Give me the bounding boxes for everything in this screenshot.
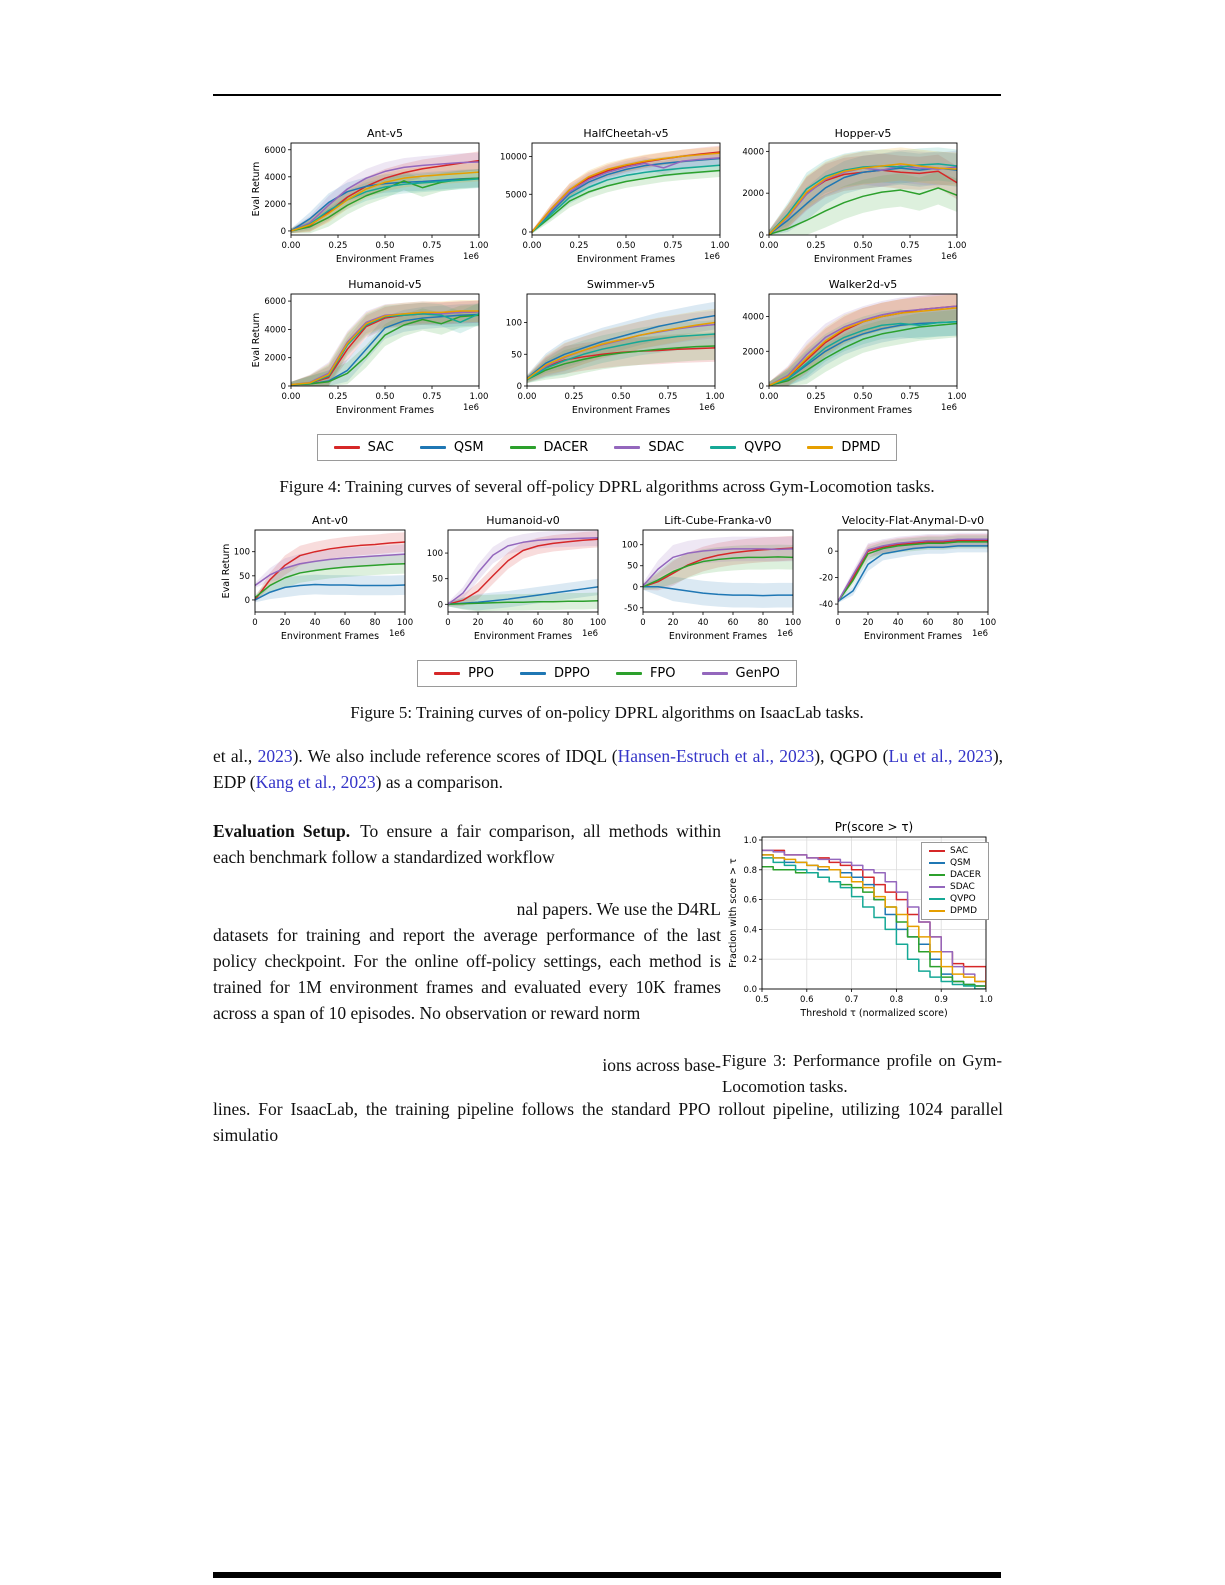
- figure-4: [213, 126, 1001, 497]
- svg-text:40: 40: [697, 618, 708, 628]
- eval-tail-fragment: ions across base-: [602, 1055, 721, 1075]
- legend-item-sac: [334, 440, 394, 455]
- svg-text:100: 100: [621, 540, 638, 551]
- legend-line-swatch: [614, 446, 640, 449]
- svg-text:0.4: 0.4: [743, 925, 757, 936]
- svg-text:0.8: 0.8: [743, 865, 757, 876]
- svg-text:20: 20: [667, 618, 678, 628]
- svg-text:100: 100: [233, 547, 250, 558]
- svg-text:0.75: 0.75: [658, 392, 678, 402]
- svg-text:20: 20: [472, 618, 483, 628]
- svg-text:4000: 4000: [264, 172, 286, 183]
- legend-label: SAC: [950, 846, 969, 856]
- svg-text:Environment Frames: Environment Frames: [473, 631, 572, 642]
- figure5-chart-lift-cube-franka-v0: [620, 513, 801, 652]
- legend-line-swatch: [929, 898, 945, 901]
- svg-text:Hopper-v5: Hopper-v5: [834, 127, 892, 140]
- legend-item-dppo: [520, 666, 590, 681]
- citation-link[interactable]: 2023: [257, 746, 293, 766]
- svg-text:6000: 6000: [264, 297, 286, 308]
- svg-text:0.6: 0.6: [800, 995, 814, 1005]
- svg-text:1e6: 1e6: [971, 629, 988, 639]
- top-rule: [213, 94, 1001, 96]
- legend-line-swatch: [929, 874, 945, 877]
- svg-text:0: 0: [632, 582, 638, 593]
- eval-setup-heading: Evaluation Setup.: [213, 821, 351, 841]
- figure5-caption: Figure 5: Training curves of on-policy DPRL algorithms on IsaacLab tasks.: [350, 703, 864, 722]
- svg-text:5000: 5000: [505, 190, 527, 201]
- svg-text:80: 80: [757, 618, 768, 628]
- svg-text:Environment Frames: Environment Frames: [571, 405, 671, 416]
- legend-line-swatch: [434, 672, 460, 675]
- svg-text:HalfCheetah-v5: HalfCheetah-v5: [583, 127, 669, 140]
- svg-text:20: 20: [279, 618, 290, 628]
- svg-text:0.00: 0.00: [281, 241, 301, 251]
- figure3-chart-wrap: [726, 820, 998, 1034]
- svg-text:0: 0: [834, 618, 841, 628]
- figure4-chart-hopper-v5: [742, 126, 965, 275]
- legend-label: DACER: [543, 440, 589, 455]
- svg-text:60: 60: [922, 618, 933, 628]
- text-run: ), QGPO (: [814, 746, 889, 766]
- legend-line-swatch: [510, 446, 536, 449]
- legend-item-qsm: [929, 858, 981, 868]
- svg-text:0.75: 0.75: [422, 392, 442, 402]
- svg-text:1.00: 1.00: [947, 392, 967, 402]
- svg-text:0.00: 0.00: [281, 392, 301, 402]
- figure4-chart-walker2d-v5: [742, 277, 965, 426]
- svg-text:1e6: 1e6: [776, 629, 793, 639]
- legend-label: QSM: [950, 858, 971, 868]
- legend-label: FPO: [649, 666, 676, 681]
- legend-item-fpo: [616, 666, 676, 681]
- svg-text:Pr(score > τ): Pr(score > τ): [834, 820, 914, 834]
- citation-link[interactable]: Kang et al., 2023: [255, 772, 376, 792]
- svg-text:0.8: 0.8: [889, 995, 904, 1005]
- svg-text:1e6: 1e6: [940, 403, 957, 413]
- legend-item-ppo: [434, 666, 494, 681]
- legend-label: DPPO: [554, 666, 590, 681]
- svg-text:1.00: 1.00: [710, 241, 730, 251]
- svg-text:0.50: 0.50: [853, 241, 873, 251]
- legend-line-swatch: [807, 446, 833, 449]
- legend-item-dpmd: [929, 906, 981, 916]
- svg-text:1e6: 1e6: [940, 252, 957, 262]
- svg-text:1.00: 1.00: [469, 392, 489, 402]
- svg-text:40: 40: [502, 618, 513, 628]
- svg-text:100: 100: [426, 549, 443, 560]
- legend-label: DPMD: [950, 906, 978, 916]
- svg-text:1e6: 1e6: [703, 252, 720, 262]
- legend-line-swatch: [710, 446, 736, 449]
- svg-text:1.00: 1.00: [705, 392, 725, 402]
- figure3-caption: Figure 3: Performance profile on Gym-Locomotion tasks.: [722, 1051, 1002, 1096]
- svg-text:Environment Frames: Environment Frames: [335, 254, 435, 265]
- svg-text:0.50: 0.50: [375, 241, 395, 251]
- legend-line-swatch: [520, 672, 546, 675]
- figure3-legend: [921, 842, 989, 920]
- svg-text:0: 0: [280, 382, 286, 392]
- figure4-chart-halfcheetah-v5: [501, 126, 728, 275]
- svg-text:0.00: 0.00: [522, 241, 542, 251]
- svg-text:1e6: 1e6: [388, 629, 405, 639]
- svg-text:80: 80: [369, 618, 380, 628]
- legend-label: DPMD: [841, 440, 881, 455]
- svg-text:-20: -20: [818, 573, 833, 584]
- svg-text:Walker2d-v5: Walker2d-v5: [828, 278, 898, 291]
- legend-label: SDAC: [648, 440, 685, 455]
- figure4-chart-grid: [213, 126, 1001, 426]
- svg-text:50: 50: [238, 571, 250, 582]
- svg-text:Environment Frames: Environment Frames: [668, 631, 767, 642]
- legend-label: QSM: [453, 440, 484, 455]
- figure5-chart-ant-v0: [219, 513, 413, 652]
- svg-text:0.7: 0.7: [844, 995, 859, 1005]
- svg-text:80: 80: [562, 618, 573, 628]
- bottom-rule: [213, 1572, 1001, 1578]
- eval-setup-text: To ensure a fair comparison, all methods within each benchmark follow a standardized workflow: [213, 821, 722, 867]
- svg-text:Fraction with score > τ: Fraction with score > τ: [728, 858, 739, 968]
- svg-text:1.00: 1.00: [469, 241, 489, 251]
- svg-text:0.6: 0.6: [743, 895, 757, 906]
- svg-text:0.25: 0.25: [806, 241, 826, 251]
- legend-item-dacer: [929, 870, 981, 880]
- svg-text:0: 0: [280, 226, 286, 237]
- svg-text:-50: -50: [623, 603, 638, 614]
- svg-text:0.00: 0.00: [759, 392, 779, 402]
- svg-text:Environment Frames: Environment Frames: [863, 631, 962, 642]
- svg-text:10000: 10000: [499, 152, 527, 163]
- legend-item-sdac: [929, 882, 981, 892]
- svg-text:0: 0: [827, 547, 833, 558]
- svg-text:Swimmer-v5: Swimmer-v5: [586, 278, 656, 291]
- svg-text:100: 100: [784, 618, 801, 628]
- legend-line-swatch: [929, 886, 945, 889]
- svg-text:6000: 6000: [264, 145, 286, 156]
- svg-text:1.00: 1.00: [947, 241, 967, 251]
- legend-item-qsm: [420, 440, 484, 455]
- svg-text:0.0: 0.0: [743, 985, 757, 995]
- legend-label: GenPO: [735, 666, 780, 681]
- figure5-chart-grid: [213, 513, 1001, 652]
- legend-item-sac: [929, 846, 981, 856]
- svg-text:100: 100: [979, 618, 996, 628]
- svg-text:0.00: 0.00: [759, 241, 779, 251]
- legend-item-dacer: [510, 440, 589, 455]
- legend-item-genpo: [702, 666, 780, 681]
- legend-label: SAC: [367, 440, 394, 455]
- paragraph-isaaclab: lines. For IsaacLab, the training pipeline follows the standard PPO rollout pipeline, utilizing 1024 parallel simulatio: [213, 1099, 1003, 1145]
- svg-text:40: 40: [892, 618, 903, 628]
- figure-3: [722, 820, 1002, 1100]
- svg-text:0: 0: [639, 618, 646, 628]
- svg-text:Environment Frames: Environment Frames: [813, 254, 913, 265]
- figure5-chart-humanoid-v0: [427, 513, 606, 652]
- figure4-legend: [317, 434, 898, 461]
- svg-text:2000: 2000: [742, 347, 764, 358]
- svg-text:0: 0: [444, 618, 451, 628]
- svg-text:2000: 2000: [264, 353, 286, 364]
- svg-text:1e6: 1e6: [462, 403, 479, 413]
- svg-text:50: 50: [511, 350, 522, 361]
- svg-text:50: 50: [626, 561, 638, 572]
- svg-text:Environment Frames: Environment Frames: [335, 405, 435, 416]
- legend-label: SDAC: [950, 882, 975, 892]
- citation-link[interactable]: Hansen-Estruch et al., 2023: [617, 746, 815, 766]
- legend-item-sdac: [614, 440, 684, 455]
- svg-text:0.00: 0.00: [517, 392, 537, 402]
- svg-text:1.0: 1.0: [979, 995, 993, 1005]
- text-run: ), EDP (: [213, 746, 1004, 792]
- legend-item-dpmd: [807, 440, 880, 455]
- svg-text:Humanoid-v0: Humanoid-v0: [485, 514, 560, 527]
- svg-text:0.25: 0.25: [806, 392, 826, 402]
- svg-text:0.5: 0.5: [755, 995, 769, 1005]
- legend-line-swatch: [334, 446, 360, 449]
- svg-text:0: 0: [758, 231, 764, 241]
- paragraph-eval-setup: [213, 818, 721, 1078]
- legend-line-swatch: [616, 672, 642, 675]
- svg-text:40: 40: [309, 618, 320, 628]
- figure4-chart-humanoid-v5: [249, 277, 487, 426]
- svg-text:Humanoid-v5: Humanoid-v5: [348, 278, 422, 291]
- svg-text:100: 100: [589, 618, 606, 628]
- svg-text:60: 60: [532, 618, 543, 628]
- svg-text:0.50: 0.50: [853, 392, 873, 402]
- svg-text:60: 60: [339, 618, 350, 628]
- svg-text:Environment Frames: Environment Frames: [280, 631, 379, 642]
- svg-text:Environment Frames: Environment Frames: [813, 405, 913, 416]
- svg-text:Ant-v0: Ant-v0: [311, 514, 348, 527]
- svg-text:-40: -40: [818, 600, 833, 611]
- svg-text:1e6: 1e6: [581, 629, 598, 639]
- citation-link[interactable]: Lu et al., 2023: [888, 746, 993, 766]
- text-run: ) as a comparison.: [375, 772, 503, 792]
- figure4-chart-swimmer-v5: [506, 277, 723, 426]
- svg-text:100: 100: [396, 618, 413, 628]
- svg-text:50: 50: [431, 574, 443, 585]
- svg-text:0.25: 0.25: [328, 241, 348, 251]
- legend-label: QVPO: [950, 894, 976, 904]
- figure5-chart-velocity-flat-anymal-d-v0: [815, 513, 996, 652]
- svg-text:1e6: 1e6: [698, 403, 715, 413]
- svg-text:0.2: 0.2: [743, 955, 757, 966]
- svg-text:Eval Return: Eval Return: [251, 161, 262, 217]
- svg-text:Eval Return: Eval Return: [251, 312, 262, 368]
- figure4-chart-ant-v5: [249, 126, 487, 275]
- svg-text:0.25: 0.25: [328, 392, 348, 402]
- svg-text:0.50: 0.50: [611, 392, 631, 402]
- svg-text:0: 0: [437, 600, 443, 611]
- svg-text:Lift-Cube-Franka-v0: Lift-Cube-Franka-v0: [663, 514, 772, 527]
- eval-body-paragraph: datasets for training and report the average performance of the last policy checkpoint. For the online off-policy settings, each method is trained for 1M environment frames and evaluated every 10K frames across a span of 10 episodes. No observation or reward norm: [213, 925, 721, 1023]
- eval-setup-paragraph: [213, 818, 721, 870]
- figure5-legend: [417, 660, 797, 687]
- figure-5: [213, 513, 1001, 723]
- svg-text:Velocity-Flat-Anymal-D-v0: Velocity-Flat-Anymal-D-v0: [841, 514, 984, 527]
- svg-text:Threshold τ (normalized score): Threshold τ (normalized score): [800, 1008, 948, 1019]
- svg-text:0.75: 0.75: [663, 241, 683, 251]
- figure4-caption: Figure 4: Training curves of several off-policy DPRL algorithms across Gym-Locomotion tasks.: [279, 477, 935, 496]
- legend-line-swatch: [420, 446, 446, 449]
- text-run: ). We also include reference scores of IDQL (: [292, 746, 618, 766]
- svg-text:0: 0: [516, 382, 522, 392]
- svg-text:0.50: 0.50: [616, 241, 636, 251]
- text-run: et al.,: [213, 746, 258, 766]
- svg-text:0: 0: [251, 618, 258, 628]
- svg-text:Environment Frames: Environment Frames: [576, 254, 676, 265]
- eval-lead-fragment: nal papers. We use the D4RL: [516, 899, 721, 919]
- svg-text:0: 0: [521, 227, 527, 238]
- legend-label: PPO: [468, 666, 495, 681]
- paragraph-references: [213, 743, 1003, 795]
- svg-text:Eval Return: Eval Return: [220, 543, 232, 599]
- legend-line-swatch: [702, 672, 728, 675]
- svg-text:100: 100: [505, 318, 522, 329]
- svg-text:0: 0: [244, 595, 250, 606]
- svg-text:2000: 2000: [742, 189, 764, 200]
- svg-text:0.75: 0.75: [422, 241, 442, 251]
- svg-text:0.25: 0.25: [569, 241, 589, 251]
- svg-text:0.50: 0.50: [375, 392, 395, 402]
- svg-text:2000: 2000: [264, 199, 286, 210]
- svg-text:0: 0: [758, 382, 764, 392]
- svg-text:60: 60: [727, 618, 738, 628]
- svg-text:4000: 4000: [742, 147, 764, 158]
- svg-text:80: 80: [952, 618, 963, 628]
- svg-text:4000: 4000: [264, 325, 286, 336]
- legend-line-swatch: [929, 910, 945, 913]
- legend-item-qvpo: [929, 894, 981, 904]
- svg-text:1.0: 1.0: [743, 835, 757, 846]
- svg-text:0.75: 0.75: [900, 392, 920, 402]
- svg-text:1e6: 1e6: [462, 252, 479, 262]
- svg-text:4000: 4000: [742, 312, 764, 323]
- legend-line-swatch: [929, 850, 945, 853]
- svg-text:20: 20: [862, 618, 873, 628]
- legend-label: QVPO: [744, 440, 782, 455]
- legend-line-swatch: [929, 862, 945, 865]
- legend-label: DACER: [950, 870, 981, 880]
- legend-item-qvpo: [710, 440, 781, 455]
- svg-text:0.25: 0.25: [564, 392, 584, 402]
- svg-text:Ant-v5: Ant-v5: [367, 127, 403, 140]
- svg-text:0.75: 0.75: [900, 241, 920, 251]
- svg-text:0.9: 0.9: [934, 995, 948, 1005]
